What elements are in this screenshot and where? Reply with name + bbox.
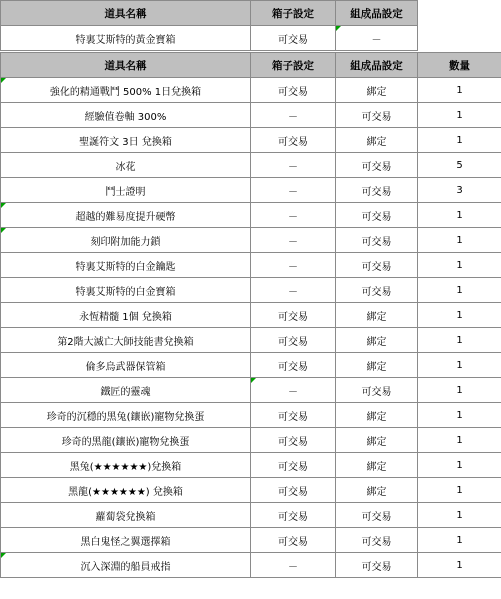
quantity: 1 (418, 303, 501, 328)
item-name: 黑兔(★★★★★★)兌換箱 (1, 453, 251, 478)
quantity: 1 (418, 478, 501, 503)
quantity: 3 (418, 178, 501, 203)
top-item-table (0, 0, 418, 51)
table-row (1, 153, 501, 178)
box-setting: － (251, 228, 336, 253)
item-name: 倫多烏武器保管箱 (1, 353, 251, 378)
box-setting: 可交易 (251, 453, 336, 478)
component-setting: 綁定 (336, 428, 418, 453)
quantity: 1 (418, 428, 501, 453)
component-setting: 可交易 (336, 178, 418, 203)
component-setting: 可交易 (336, 528, 418, 553)
box-setting: － (251, 178, 336, 203)
item-name: 蘿蔔袋兌換箱 (1, 503, 251, 528)
box-setting: 可交易 (251, 26, 336, 51)
component-setting: 可交易 (336, 103, 418, 128)
box-setting: － (251, 278, 336, 303)
box-setting: 可交易 (251, 428, 336, 453)
quantity: 1 (418, 503, 501, 528)
quantity: 1 (418, 128, 501, 153)
header-item-name: 道具名稱 (1, 53, 251, 78)
quantity: 1 (418, 78, 501, 103)
component-setting: 可交易 (336, 378, 418, 403)
quantity: 1 (418, 228, 501, 253)
quantity: 1 (418, 278, 501, 303)
box-setting: － (251, 153, 336, 178)
item-name: 聖誕符文 3日 兌換箱 (1, 128, 251, 153)
box-setting: － (251, 103, 336, 128)
quantity: 1 (418, 203, 501, 228)
table-row (1, 78, 501, 103)
quantity: 1 (418, 403, 501, 428)
item-name: 黑白鬼怪之翼選擇箱 (1, 528, 251, 553)
box-setting: 可交易 (251, 78, 336, 103)
component-setting: 可交易 (336, 253, 418, 278)
box-setting: 可交易 (251, 353, 336, 378)
table-row (1, 203, 501, 228)
box-setting: 可交易 (251, 128, 336, 153)
table-row (1, 128, 501, 153)
top-header-row (1, 1, 418, 26)
component-setting: 可交易 (336, 228, 418, 253)
quantity: 1 (418, 328, 501, 353)
component-setting: 綁定 (336, 78, 418, 103)
component-setting: 綁定 (336, 453, 418, 478)
table-row (1, 178, 501, 203)
item-name: 黑龍(★★★★★★) 兌換箱 (1, 478, 251, 503)
box-setting: － (251, 378, 336, 403)
table-row (1, 328, 501, 353)
table-row (1, 428, 501, 453)
component-setting: 綁定 (336, 353, 418, 378)
header-component-setting: 組成品設定 (336, 1, 418, 26)
quantity: 1 (418, 353, 501, 378)
quantity: 1 (418, 528, 501, 553)
quantity: 1 (418, 553, 501, 578)
component-setting: 綁定 (336, 328, 418, 353)
main-header-row (1, 53, 501, 78)
component-setting: 綁定 (336, 403, 418, 428)
item-name: 經驗值卷軸 300% (1, 103, 251, 128)
component-setting: 可交易 (336, 153, 418, 178)
item-name: 強化的精通戰鬥 500% 1日兌換箱 (1, 78, 251, 103)
table-row (1, 403, 501, 428)
table-row (1, 253, 501, 278)
component-setting: 可交易 (336, 553, 418, 578)
quantity: 1 (418, 453, 501, 478)
table-row (1, 103, 501, 128)
box-setting: 可交易 (251, 403, 336, 428)
item-name: 刻印附加能力鎖 (1, 228, 251, 253)
quantity: 1 (418, 103, 501, 128)
item-name: 冰花 (1, 153, 251, 178)
component-setting: 可交易 (336, 278, 418, 303)
item-name: 特裏艾斯特的白金寶箱 (1, 278, 251, 303)
box-setting: 可交易 (251, 503, 336, 528)
header-component-setting: 組成品設定 (336, 53, 418, 78)
header-item-name: 道具名稱 (1, 1, 251, 26)
item-name: 珍奇的沉穩的黑兔(鑲嵌)寵物兌換蛋 (1, 403, 251, 428)
item-name: 特裏艾斯特的白金鑰匙 (1, 253, 251, 278)
quantity: 1 (418, 378, 501, 403)
table-row (1, 228, 501, 253)
component-setting: 綁定 (336, 128, 418, 153)
table-row (1, 528, 501, 553)
item-name: 珍奇的黑龍(鑲嵌)寵物兌換蛋 (1, 428, 251, 453)
item-name: 特裏艾斯特的黃金寶箱 (1, 26, 251, 51)
box-setting: 可交易 (251, 328, 336, 353)
table-row (1, 378, 501, 403)
table-row (1, 26, 418, 51)
item-name: 鐵匠的靈魂 (1, 378, 251, 403)
item-name: 鬥士證明 (1, 178, 251, 203)
box-setting: 可交易 (251, 528, 336, 553)
quantity: 1 (418, 253, 501, 278)
header-quantity: 數量 (418, 53, 501, 78)
component-setting: 可交易 (336, 503, 418, 528)
component-setting: － (336, 26, 418, 51)
item-name: 超越的難易度提升硬幣 (1, 203, 251, 228)
table-row (1, 278, 501, 303)
table-row (1, 553, 501, 578)
table-row (1, 503, 501, 528)
table-row (1, 353, 501, 378)
box-setting: 可交易 (251, 303, 336, 328)
component-setting: 綁定 (336, 478, 418, 503)
item-name: 第2階大滅亡大師技能書兌換箱 (1, 328, 251, 353)
header-box-setting: 箱子設定 (251, 1, 336, 26)
item-name: 永恆精髓 1個 兌換箱 (1, 303, 251, 328)
table-row (1, 478, 501, 503)
component-setting: 綁定 (336, 303, 418, 328)
box-setting: － (251, 203, 336, 228)
main-item-table (0, 52, 501, 578)
quantity: 5 (418, 153, 501, 178)
component-setting: 可交易 (336, 203, 418, 228)
header-box-setting: 箱子設定 (251, 53, 336, 78)
table-row (1, 303, 501, 328)
box-setting: 可交易 (251, 478, 336, 503)
box-setting: － (251, 253, 336, 278)
item-name: 沉入深淵的船員戒指 (1, 553, 251, 578)
table-row (1, 453, 501, 478)
box-setting: － (251, 553, 336, 578)
